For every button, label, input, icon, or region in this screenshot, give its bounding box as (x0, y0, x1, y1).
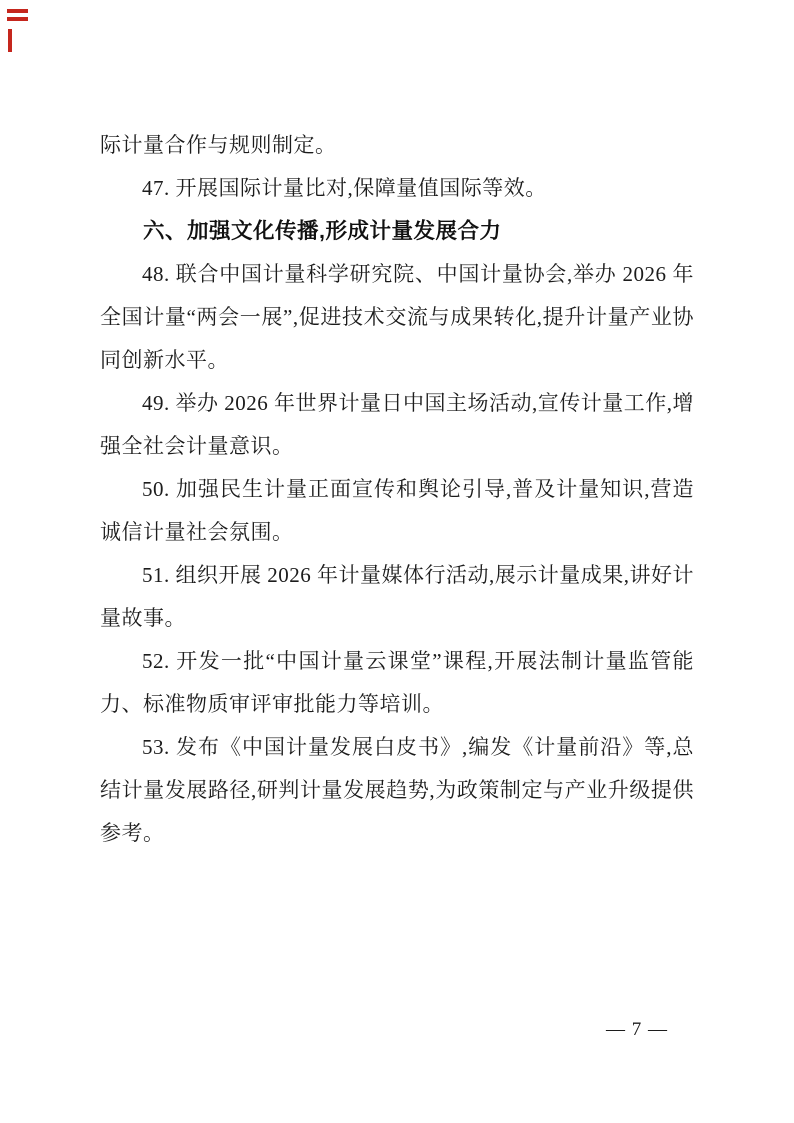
list-item-48: 48. 联合中国计量科学研究院、中国计量协会,举办 2026 年全国计量“两会一展”,促进技术交流与成果转化,提升计量产业协同创新水平。 (100, 262, 694, 372)
list-item-51: 51. 组织开展 2026 年计量媒体行活动,展示计量成果,讲好计量故事。 (100, 563, 694, 630)
page-number: — 7 — (606, 1019, 668, 1040)
list-item-49: 49. 举办 2026 年世界计量日中国主场活动,宣传计量工作,增强全社会计量意识。 (100, 391, 694, 458)
document-body (100, 124, 694, 855)
paragraph-continuation: 际计量合作与规则制定。 (100, 133, 337, 157)
list-item-50: 50. 加强民生计量正面宣传和舆论引导,普及计量知识,营造诚信计量社会氛围。 (100, 477, 694, 544)
section-heading-6: 六、加强文化传播,形成计量发展合力 (143, 219, 502, 243)
list-item-53: 53. 发布《中国计量发展白皮书》,编发《计量前沿》等,总结计量发展路径,研判计量发展趋势,为政策制定与产业升级提供参考。 (100, 735, 694, 845)
red-corner-mark-top (7, 9, 28, 13)
red-corner-mark-vertical (8, 29, 12, 52)
red-corner-mark-middle (7, 17, 28, 21)
list-item-47: 47. 开展国际计量比对,保障量值国际等效。 (142, 176, 547, 200)
list-item-52: 52. 开发一批“中国计量云课堂”课程,开展法制计量监管能力、标准物质审评审批能力等培训。 (100, 649, 694, 716)
